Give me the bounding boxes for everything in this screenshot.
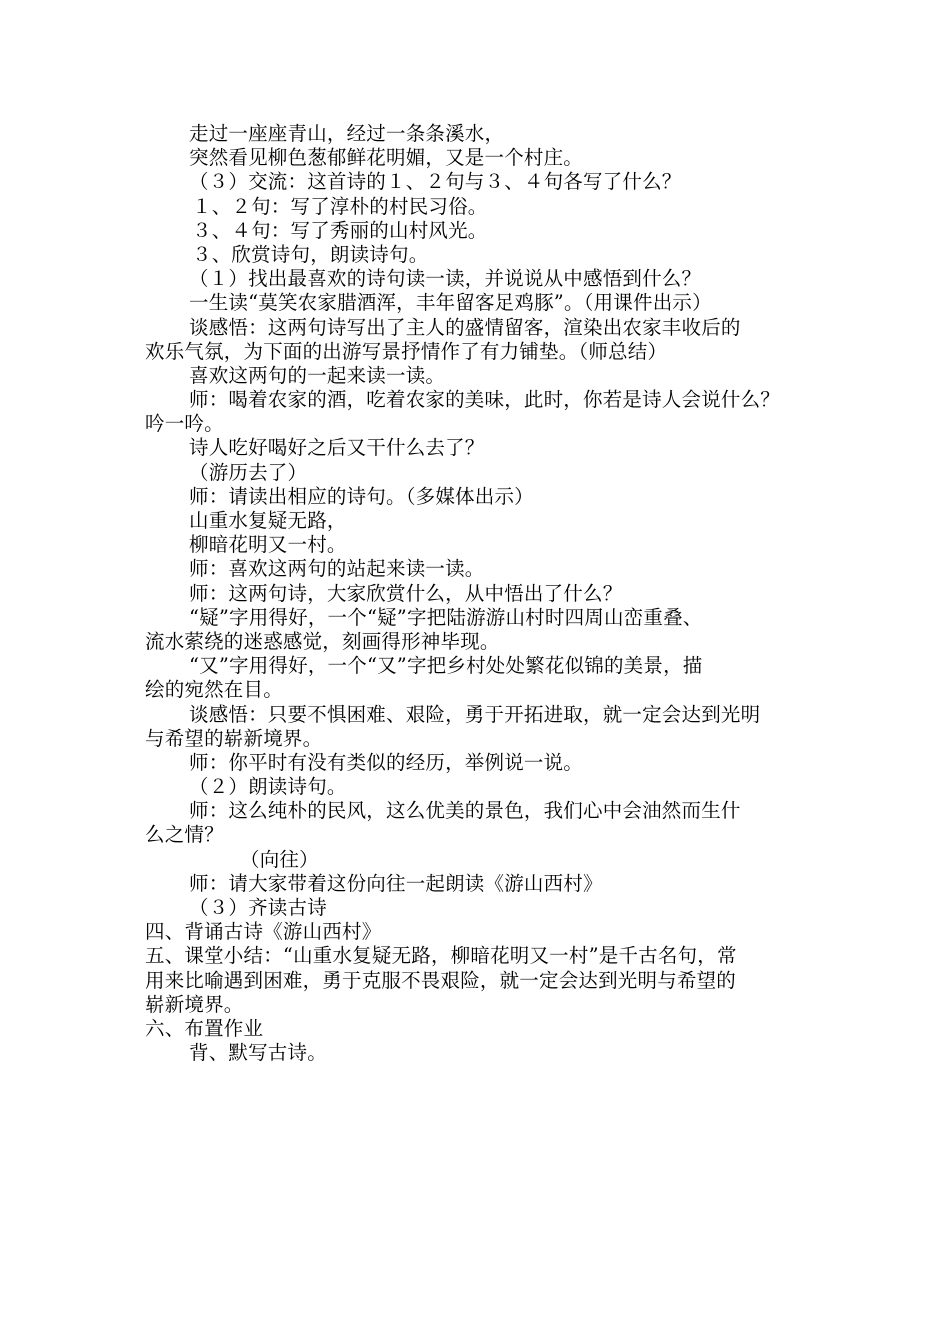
text-line: （３）交流：这首诗的１、２句与３、４句各写了什么？ bbox=[189, 170, 682, 194]
text-line: 师：喝着农家的酒，吃着农家的美味，此时，你若是诗人会说什么？ bbox=[189, 388, 781, 412]
text-line: 背、默写古诗。 bbox=[189, 1041, 327, 1065]
text-line: １、２句：写了淳朴的村民习俗。 bbox=[192, 194, 488, 218]
text-line: 柳暗花明又一村。 bbox=[189, 533, 347, 557]
text-line: 用来比喻遇到困难，勇于克服不畏艰险，就一定会达到光明与希望的 bbox=[145, 968, 737, 992]
text-line: 山重水复疑无路， bbox=[189, 509, 347, 532]
text-line: 欢乐气氛，为下面的出游写景抒情作了有力铺垫。（师总结） bbox=[145, 339, 668, 363]
text-line: 诗人吃好喝好之后又干什么去了？ bbox=[189, 436, 485, 460]
text-line: 喜欢这两句的一起来读一读。 bbox=[189, 363, 446, 387]
document-page bbox=[145, 122, 810, 1065]
text-line: 师：喜欢这两句的站起来读一读。 bbox=[189, 557, 485, 581]
document-body bbox=[145, 122, 810, 1065]
text-line: 突然看见柳色葱郁鲜花明媚，又是一个村庄。 bbox=[189, 146, 584, 170]
text-line: 流水萦绕的迷惑感觉，刻画得形神毕现。 bbox=[145, 629, 500, 653]
text-line: 师：这么纯朴的民风，这么优美的景色，我们心中会油然而生什 bbox=[189, 799, 741, 823]
text-line: 吟一吟。 bbox=[145, 412, 224, 436]
text-line: 么之情？ bbox=[145, 823, 224, 847]
text-line: （游历去了） bbox=[189, 460, 308, 484]
text-line: 师：请读出相应的诗句。（多媒体出示） bbox=[189, 484, 534, 508]
text-line: 崭新境界。 bbox=[145, 992, 244, 1016]
text-line: 五、课堂小结：“山重水复疑无路，柳暗花明又一村”是千古名句，常 bbox=[145, 944, 737, 968]
text-line: “又”字用得好，一个“又”字把乡村处处繁花似锦的美景，描 bbox=[189, 654, 703, 678]
text-line: （３）齐读古诗 bbox=[189, 896, 327, 919]
text-line: 绘的宛然在目。 bbox=[145, 678, 283, 702]
text-line: 一生读“莫笑农家腊酒浑，丰年留客足鸡豚”。（用课件出示） bbox=[189, 291, 712, 315]
text-line: 四、背诵古诗《游山西村》 bbox=[145, 920, 382, 944]
text-line: 师：你平时有没有类似的经历，举例说一说。 bbox=[189, 750, 584, 774]
text-line: 谈感悟：只要不惧困难、艰险，勇于开拓进取，就一定会达到光明 bbox=[189, 702, 761, 726]
text-line: 与希望的崭新境界。 bbox=[145, 726, 323, 750]
text-line: 六、布置作业 bbox=[145, 1016, 264, 1040]
text-line: （１）找出最喜欢的诗句读一读，并说说从中感悟到什么？ bbox=[189, 267, 702, 291]
text-line: （２）朗读诗句。 bbox=[189, 775, 347, 799]
text-line: 谈感悟：这两句诗写出了主人的盛情留客，渲染出农家丰收后的 bbox=[189, 315, 741, 339]
text-line: 师：这两句诗，大家欣赏什么，从中悟出了什么？ bbox=[189, 581, 623, 605]
text-line: （向往） bbox=[240, 847, 319, 871]
text-line: 走过一座座青山，经过一条条溪水， bbox=[189, 122, 505, 145]
text-line: 师：请大家带着这份向往一起朗读《游山西村》 bbox=[189, 871, 603, 895]
text-line: ３、４句：写了秀丽的山村风光。 bbox=[192, 218, 488, 242]
text-line: ３、欣赏诗句，朗读诗句。 bbox=[192, 242, 429, 266]
text-line: “疑”字用得好，一个“疑”字把陆游游山村时四周山峦重叠、 bbox=[189, 605, 703, 629]
